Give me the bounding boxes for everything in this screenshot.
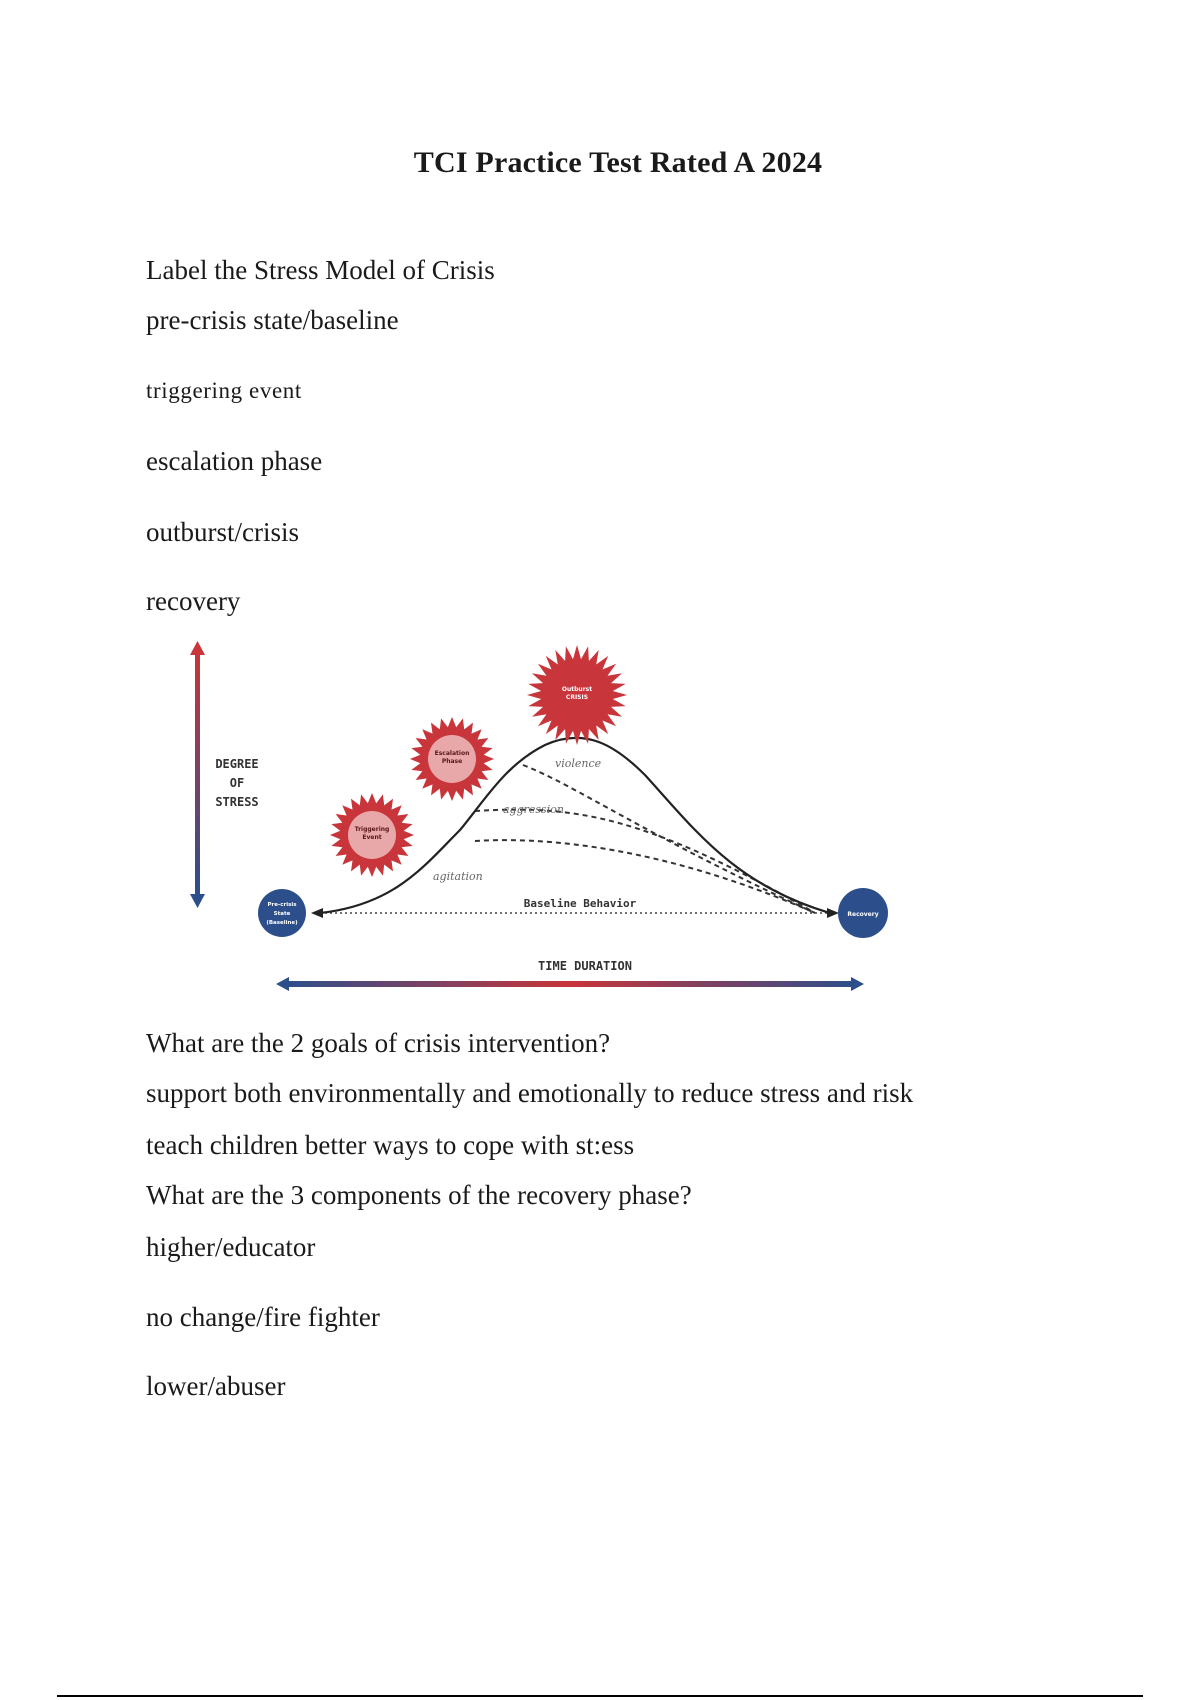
stress-axis-label-3: STRESS — [215, 795, 259, 809]
question-recovery-components: What are the 3 components of the recovery phase? — [146, 1180, 692, 1210]
answer-escalation: escalation phase — [146, 446, 323, 476]
baseline-label: Baseline Behavior — [523, 897, 637, 910]
time-axis-label: TIME DURATION — [538, 959, 632, 973]
stress-axis-label-1: DEGREE — [215, 757, 259, 771]
outburst-node-label-1: Outburst — [561, 686, 593, 693]
curve-label-violence: violence — [555, 757, 602, 770]
question-label-stress-model: Label the Stress Model of Crisis — [146, 255, 495, 285]
answer-recovery: recovery — [146, 586, 241, 616]
bottom-rule — [57, 1695, 1143, 1697]
stress-axis — [190, 641, 205, 908]
pre-crisis-node-label-3: (Baseline) — [266, 920, 298, 926]
curve-label-agitation: agitation — [433, 870, 483, 883]
pre-crisis-node-label-2: State — [273, 911, 291, 917]
escalation-node-label-1: Escalation — [434, 750, 470, 757]
trigger-node-label-2: Event — [362, 834, 382, 841]
curve-label-aggression: aggression — [503, 803, 564, 816]
answer-lower-abuser: lower/abuser — [146, 1371, 286, 1401]
answer-no-change-fire-fighter: no change/fire fighter — [146, 1302, 380, 1332]
answer-triggering-event: triggering event — [146, 378, 302, 403]
stress-model-diagram — [175, 635, 905, 1005]
trigger-node-label-1: Triggering — [354, 826, 390, 833]
question-goals: What are the 2 goals of crisis intervention? — [146, 1028, 611, 1058]
escalation-node-label-2: Phase — [441, 758, 463, 765]
pre-crisis-node-label-1: Pre-crisis — [267, 902, 297, 908]
answer-outburst: outburst/crisis — [146, 517, 299, 547]
stress-axis-label-2: OF — [229, 776, 245, 790]
time-axis — [276, 977, 864, 991]
answer-goal-support: support both environmentally and emotionally to reduce stress and risk — [146, 1078, 914, 1108]
answer-higher-educator: higher/educator — [146, 1232, 316, 1262]
answer-pre-crisis: pre-crisis state/baseline — [146, 305, 399, 335]
outburst-node-label-2: CRISIS — [565, 694, 589, 701]
dashed-curve-outer — [523, 765, 815, 913]
page-title: TCI Practice Test Rated A 2024 — [413, 146, 823, 179]
recovery-node-label: Recovery — [847, 911, 879, 918]
answer-goal-teach: teach children better ways to cope with st:ess — [146, 1130, 635, 1160]
